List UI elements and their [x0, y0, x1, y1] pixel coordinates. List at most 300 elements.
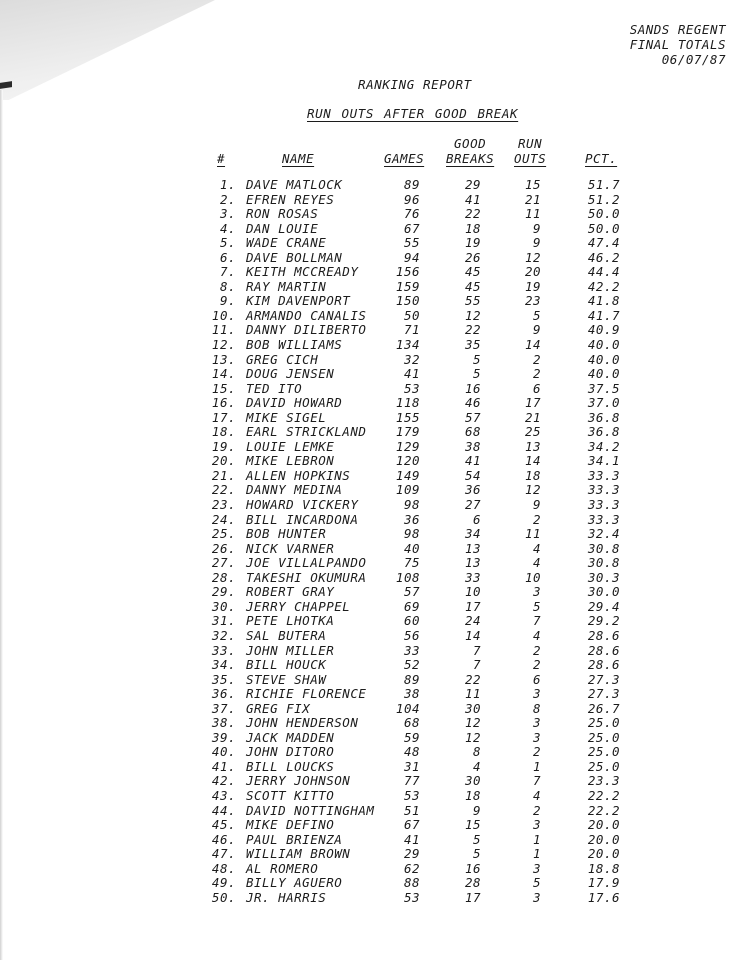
- good-breaks-cell: 36: [464, 482, 481, 498]
- table-row: [0, 309, 742, 324]
- name-cell: NICK VARNER: [246, 540, 335, 556]
- good-breaks-cell: 17: [464, 889, 481, 905]
- good-breaks-cell: 15: [464, 817, 481, 833]
- good-breaks-cell: 46: [464, 395, 481, 411]
- good-breaks-cell: 19: [464, 235, 481, 251]
- games-cell: 41: [403, 366, 420, 382]
- games-cell: 104: [395, 700, 420, 716]
- run-outs-cell: 17: [524, 395, 541, 411]
- good-breaks-cell: 22: [464, 322, 481, 338]
- name-cell: WILLIAM BROWN: [246, 846, 351, 862]
- pct-cell: 26.7: [587, 700, 620, 716]
- games-cell: 41: [403, 831, 420, 847]
- rank-cell: 36.: [211, 686, 236, 702]
- run-outs-cell: 14: [524, 337, 541, 353]
- run-outs-cell: 4: [532, 627, 541, 643]
- good-breaks-cell: 68: [464, 424, 481, 440]
- name-cell: DOUG JENSEN: [246, 366, 335, 382]
- games-cell: 31: [403, 758, 420, 774]
- pct-cell: 22.2: [587, 787, 620, 803]
- rank-cell: 50.: [211, 889, 236, 905]
- table-row: [0, 367, 742, 382]
- games-cell: 159: [395, 278, 420, 294]
- run-outs-cell: 19: [524, 278, 541, 294]
- table-row: [0, 673, 742, 688]
- games-cell: 52: [403, 657, 420, 673]
- name-cell: DAVID HOWARD: [246, 395, 343, 411]
- rank-cell: 39.: [211, 729, 236, 745]
- games-cell: 179: [395, 424, 420, 440]
- games-cell: 53: [403, 787, 420, 803]
- pct-cell: 51.7: [587, 177, 620, 192]
- pct-cell: 40.0: [587, 337, 620, 353]
- name-cell: JOE VILLALPANDO: [246, 555, 367, 571]
- games-cell: 134: [395, 337, 420, 353]
- games-cell: 38: [403, 686, 420, 702]
- run-outs-cell: 1: [532, 831, 541, 847]
- rank-cell: 37.: [211, 700, 236, 716]
- good-breaks-cell: 18: [464, 220, 481, 236]
- pct-cell: 41.8: [587, 293, 620, 309]
- name-cell: JERRY CHAPPEL: [246, 598, 351, 614]
- name-cell: TED ITO: [246, 380, 303, 396]
- name-cell: JACK MADDEN: [246, 729, 335, 745]
- run-outs-cell: 21: [524, 191, 541, 207]
- games-cell: 89: [403, 177, 420, 192]
- games-cell: 76: [403, 206, 420, 222]
- run-outs-cell: 4: [532, 787, 541, 803]
- good-breaks-cell: 12: [464, 307, 481, 323]
- column-header-name: NAME: [282, 151, 315, 166]
- run-outs-cell: 8: [532, 700, 541, 716]
- good-breaks-cell: 7: [472, 642, 481, 658]
- games-cell: 118: [395, 395, 420, 411]
- table-row: [0, 280, 742, 295]
- good-breaks-cell: 45: [464, 264, 481, 280]
- run-outs-cell: 5: [532, 598, 541, 614]
- pct-cell: 33.3: [587, 511, 620, 527]
- table-row: [0, 891, 742, 906]
- table-row: [0, 323, 742, 338]
- good-breaks-cell: 5: [472, 831, 481, 847]
- rank-cell: 9.: [219, 293, 236, 309]
- good-breaks-cell: 5: [472, 846, 481, 862]
- run-outs-cell: 12: [524, 482, 541, 498]
- good-breaks-cell: 5: [472, 351, 481, 367]
- good-breaks-cell: 35: [464, 337, 481, 353]
- run-outs-cell: 3: [532, 686, 541, 702]
- pct-cell: 34.1: [587, 453, 620, 469]
- good-breaks-cell: 30: [464, 700, 481, 716]
- name-cell: MIKE SIGEL: [246, 409, 327, 425]
- run-outs-cell: 3: [532, 889, 541, 905]
- games-cell: 96: [403, 191, 420, 207]
- rank-cell: 19.: [211, 438, 236, 454]
- table-row: [0, 294, 742, 309]
- games-cell: 51: [403, 802, 420, 818]
- games-cell: 40: [403, 540, 420, 556]
- run-outs-cell: 1: [532, 846, 541, 862]
- rank-cell: 18.: [211, 424, 236, 440]
- good-breaks-cell: 33: [464, 569, 481, 585]
- name-cell: GREG CICH: [246, 351, 319, 367]
- rank-cell: 35.: [211, 671, 236, 687]
- run-outs-cell: 23: [524, 293, 541, 309]
- name-cell: DANNY MEDINA: [246, 482, 343, 498]
- games-cell: 59: [403, 729, 420, 745]
- rank-cell: 34.: [211, 657, 236, 673]
- rank-cell: 2.: [219, 191, 236, 207]
- run-outs-cell: 2: [532, 657, 541, 673]
- run-outs-cell: 15: [524, 177, 541, 192]
- pct-cell: 40.9: [587, 322, 620, 338]
- table-row: [0, 600, 742, 615]
- pct-cell: 30.3: [587, 569, 620, 585]
- pct-cell: 23.3: [587, 773, 620, 789]
- pct-cell: 28.6: [587, 627, 620, 643]
- table-row: [0, 207, 742, 222]
- games-cell: 48: [403, 744, 420, 760]
- games-cell: 129: [395, 438, 420, 454]
- report-title: RANKING REPORT: [358, 77, 472, 92]
- good-breaks-cell: 8: [472, 744, 481, 760]
- table-row: [0, 513, 742, 528]
- pct-cell: 37.0: [587, 395, 620, 411]
- name-cell: BILL HOUCK: [246, 657, 327, 673]
- name-cell: DAVE MATLOCK: [246, 177, 343, 192]
- run-outs-cell: 1: [532, 758, 541, 774]
- good-breaks-cell: 26: [464, 249, 481, 265]
- name-cell: DANNY DILIBERTO: [246, 322, 367, 338]
- table-row: [0, 556, 742, 571]
- pct-cell: 17.9: [587, 875, 620, 891]
- name-cell: HOWARD VICKERY: [246, 497, 359, 513]
- table-row: [0, 571, 742, 586]
- good-breaks-cell: 22: [464, 206, 481, 222]
- name-cell: BOB HUNTER: [246, 526, 327, 542]
- good-breaks-cell: 12: [464, 715, 481, 731]
- table-row: [0, 542, 742, 557]
- name-cell: RICHIE FLORENCE: [246, 686, 367, 702]
- name-cell: ROBERT GRAY: [246, 584, 335, 600]
- name-cell: JOHN DITORO: [246, 744, 335, 760]
- games-cell: 69: [403, 598, 420, 614]
- table-row: [0, 629, 742, 644]
- pct-cell: 33.3: [587, 482, 620, 498]
- table-row: [0, 862, 742, 877]
- run-outs-cell: 11: [524, 206, 541, 222]
- rank-cell: 44.: [211, 802, 236, 818]
- good-breaks-cell: 17: [464, 598, 481, 614]
- good-breaks-cell: 28: [464, 875, 481, 891]
- run-outs-cell: 12: [524, 249, 541, 265]
- table-row: [0, 644, 742, 659]
- rank-cell: 5.: [219, 235, 236, 251]
- pct-cell: 25.0: [587, 758, 620, 774]
- games-cell: 156: [395, 264, 420, 280]
- pct-cell: 28.6: [587, 642, 620, 658]
- pct-cell: 32.4: [587, 526, 620, 542]
- name-cell: PAUL BRIENZA: [246, 831, 343, 847]
- run-outs-cell: 2: [532, 366, 541, 382]
- table-row: [0, 702, 742, 717]
- rank-cell: 49.: [211, 875, 236, 891]
- run-outs-cell: 6: [532, 380, 541, 396]
- pct-cell: 44.4: [587, 264, 620, 280]
- games-cell: 77: [403, 773, 420, 789]
- pct-cell: 18.8: [587, 860, 620, 876]
- good-breaks-cell: 27: [464, 497, 481, 513]
- pct-cell: 36.8: [587, 424, 620, 440]
- rank-cell: 40.: [211, 744, 236, 760]
- column-header-run-outs: RUN OUTS: [514, 136, 547, 166]
- table-row: [0, 178, 742, 193]
- good-breaks-cell: 11: [464, 686, 481, 702]
- run-outs-cell: 9: [532, 235, 541, 251]
- name-cell: TAKESHI OKUMURA: [246, 569, 367, 585]
- games-cell: 67: [403, 817, 420, 833]
- rank-cell: 10.: [211, 307, 236, 323]
- good-breaks-cell: 54: [464, 467, 481, 483]
- name-cell: RAY MARTIN: [246, 278, 327, 294]
- games-cell: 108: [395, 569, 420, 585]
- rank-cell: 3.: [219, 206, 236, 222]
- games-cell: 50: [403, 307, 420, 323]
- run-outs-cell: 9: [532, 497, 541, 513]
- table-row: [0, 876, 742, 891]
- table-row: [0, 614, 742, 629]
- name-cell: AL ROMERO: [246, 860, 319, 876]
- pct-cell: 47.4: [587, 235, 620, 251]
- rank-cell: 1.: [219, 177, 236, 192]
- pct-cell: 33.3: [587, 467, 620, 483]
- table-row: [0, 498, 742, 513]
- games-cell: 155: [395, 409, 420, 425]
- good-breaks-cell: 9: [472, 802, 481, 818]
- games-cell: 56: [403, 627, 420, 643]
- games-cell: 60: [403, 613, 420, 629]
- pct-cell: 50.0: [587, 206, 620, 222]
- table-row: [0, 338, 742, 353]
- pct-cell: 40.0: [587, 366, 620, 382]
- rank-cell: 43.: [211, 787, 236, 803]
- name-cell: JOHN MILLER: [246, 642, 335, 658]
- run-outs-cell: 10: [524, 569, 541, 585]
- good-breaks-cell: 41: [464, 191, 481, 207]
- good-breaks-cell: 18: [464, 787, 481, 803]
- games-cell: 29: [403, 846, 420, 862]
- table-row: [0, 469, 742, 484]
- rank-cell: 28.: [211, 569, 236, 585]
- good-breaks-cell: 10: [464, 584, 481, 600]
- run-outs-cell: 20: [524, 264, 541, 280]
- run-outs-cell: 7: [532, 613, 541, 629]
- good-breaks-cell: 16: [464, 860, 481, 876]
- name-cell: RON ROSAS: [246, 206, 319, 222]
- table-row: [0, 585, 742, 600]
- column-header-rank: #: [217, 151, 226, 166]
- run-outs-cell: 3: [532, 729, 541, 745]
- folded-page-corner: [0, 0, 215, 100]
- pct-cell: 30.0: [587, 584, 620, 600]
- games-cell: 150: [395, 293, 420, 309]
- pct-cell: 27.3: [587, 671, 620, 687]
- name-cell: ALLEN HOPKINS: [246, 467, 351, 483]
- good-breaks-cell: 38: [464, 438, 481, 454]
- rank-cell: 42.: [211, 773, 236, 789]
- table-row: [0, 411, 742, 426]
- games-cell: 71: [403, 322, 420, 338]
- report-header: [630, 22, 726, 67]
- table-row: [0, 382, 742, 397]
- rank-cell: 20.: [211, 453, 236, 469]
- rank-cell: 8.: [219, 278, 236, 294]
- table-row: [0, 760, 742, 775]
- report-subtitle: RUN OUTS AFTER GOOD BREAK: [307, 106, 519, 121]
- table-row: [0, 847, 742, 862]
- rank-cell: 23.: [211, 497, 236, 513]
- pct-cell: 33.3: [587, 497, 620, 513]
- run-outs-cell: 5: [532, 307, 541, 323]
- table-row: [0, 833, 742, 848]
- games-cell: 68: [403, 715, 420, 731]
- pct-cell: 30.8: [587, 540, 620, 556]
- good-breaks-cell: 55: [464, 293, 481, 309]
- pct-cell: 46.2: [587, 249, 620, 265]
- run-outs-cell: 2: [532, 744, 541, 760]
- rank-cell: 32.: [211, 627, 236, 643]
- venue-name: SANDS REGENT: [629, 22, 726, 37]
- rank-cell: 24.: [211, 511, 236, 527]
- column-header-good-breaks: GOOD BREAKS: [446, 136, 495, 166]
- name-cell: DAN LOUIE: [246, 220, 319, 236]
- pct-cell: 25.0: [587, 744, 620, 760]
- rank-cell: 48.: [211, 860, 236, 876]
- pct-cell: 20.0: [587, 817, 620, 833]
- run-outs-cell: 2: [532, 802, 541, 818]
- pct-cell: 51.2: [587, 191, 620, 207]
- table-row: [0, 745, 742, 760]
- name-cell: EFREN REYES: [246, 191, 335, 207]
- table-row: [0, 527, 742, 542]
- pct-cell: 25.0: [587, 729, 620, 745]
- games-cell: 67: [403, 220, 420, 236]
- report-date: 06/07/87: [661, 52, 726, 67]
- good-breaks-cell: 41: [464, 453, 481, 469]
- table-row: [0, 251, 742, 266]
- pct-cell: 22.2: [587, 802, 620, 818]
- name-cell: BILL LOUCKS: [246, 758, 335, 774]
- table-row: [0, 222, 742, 237]
- table-row: [0, 193, 742, 208]
- name-cell: KIM DAVENPORT: [246, 293, 351, 309]
- table-row: [0, 483, 742, 498]
- table-row: [0, 818, 742, 833]
- run-outs-cell: 2: [532, 511, 541, 527]
- rank-cell: 21.: [211, 467, 236, 483]
- rank-cell: 15.: [211, 380, 236, 396]
- rank-cell: 33.: [211, 642, 236, 658]
- name-cell: MIKE DEFINO: [246, 817, 335, 833]
- rank-cell: 4.: [219, 220, 236, 236]
- run-outs-cell: 4: [532, 540, 541, 556]
- good-breaks-cell: 16: [464, 380, 481, 396]
- table-row: [0, 425, 742, 440]
- pct-cell: 34.2: [587, 438, 620, 454]
- good-breaks-cell: 24: [464, 613, 481, 629]
- rank-cell: 17.: [211, 409, 236, 425]
- table-row: [0, 454, 742, 469]
- good-breaks-cell: 30: [464, 773, 481, 789]
- run-outs-cell: 4: [532, 555, 541, 571]
- rank-cell: 31.: [211, 613, 236, 629]
- run-outs-cell: 7: [532, 773, 541, 789]
- run-outs-cell: 11: [524, 526, 541, 542]
- table-row: [0, 265, 742, 280]
- rank-cell: 47.: [211, 846, 236, 862]
- run-outs-cell: 3: [532, 817, 541, 833]
- table-row: [0, 353, 742, 368]
- name-cell: ARMANDO CANALIS: [246, 307, 367, 323]
- column-header-pct: PCT.: [585, 151, 618, 166]
- rank-cell: 45.: [211, 817, 236, 833]
- report-stage: FINAL TOTALS: [629, 37, 726, 52]
- rank-cell: 11.: [211, 322, 236, 338]
- run-outs-cell: 6: [532, 671, 541, 687]
- table-row: [0, 804, 742, 819]
- table-row: [0, 396, 742, 411]
- pct-cell: 29.2: [587, 613, 620, 629]
- name-cell: JOHN HENDERSON: [246, 715, 359, 731]
- pct-cell: 20.0: [587, 831, 620, 847]
- pct-cell: 30.8: [587, 555, 620, 571]
- pct-cell: 20.0: [587, 846, 620, 862]
- games-cell: 89: [403, 671, 420, 687]
- rank-cell: 7.: [219, 264, 236, 280]
- name-cell: WADE CRANE: [246, 235, 327, 251]
- pct-cell: 29.4: [587, 598, 620, 614]
- run-outs-cell: 5: [532, 875, 541, 891]
- good-breaks-cell: 4: [472, 758, 481, 774]
- games-cell: 53: [403, 380, 420, 396]
- pct-cell: 37.5: [587, 380, 620, 396]
- rank-cell: 30.: [211, 598, 236, 614]
- name-cell: PETE LHOTKA: [246, 613, 335, 629]
- table-row: [0, 774, 742, 789]
- table-row: [0, 716, 742, 731]
- games-cell: 57: [403, 584, 420, 600]
- table-row: [0, 731, 742, 746]
- pct-cell: 42.2: [587, 278, 620, 294]
- run-outs-cell: 9: [532, 220, 541, 236]
- run-outs-cell: 21: [524, 409, 541, 425]
- good-breaks-cell: 13: [464, 555, 481, 571]
- rank-cell: 41.: [211, 758, 236, 774]
- run-outs-cell: 2: [532, 351, 541, 367]
- rank-cell: 46.: [211, 831, 236, 847]
- run-outs-cell: 25: [524, 424, 541, 440]
- name-cell: JR. HARRIS: [246, 889, 327, 905]
- pct-cell: 36.8: [587, 409, 620, 425]
- games-cell: 94: [403, 249, 420, 265]
- table-row: [0, 440, 742, 455]
- good-breaks-cell: 13: [464, 540, 481, 556]
- games-cell: 98: [403, 526, 420, 542]
- name-cell: DAVID NOTTINGHAM: [246, 802, 375, 818]
- pct-cell: 27.3: [587, 686, 620, 702]
- good-breaks-cell: 7: [472, 657, 481, 673]
- pct-cell: 25.0: [587, 715, 620, 731]
